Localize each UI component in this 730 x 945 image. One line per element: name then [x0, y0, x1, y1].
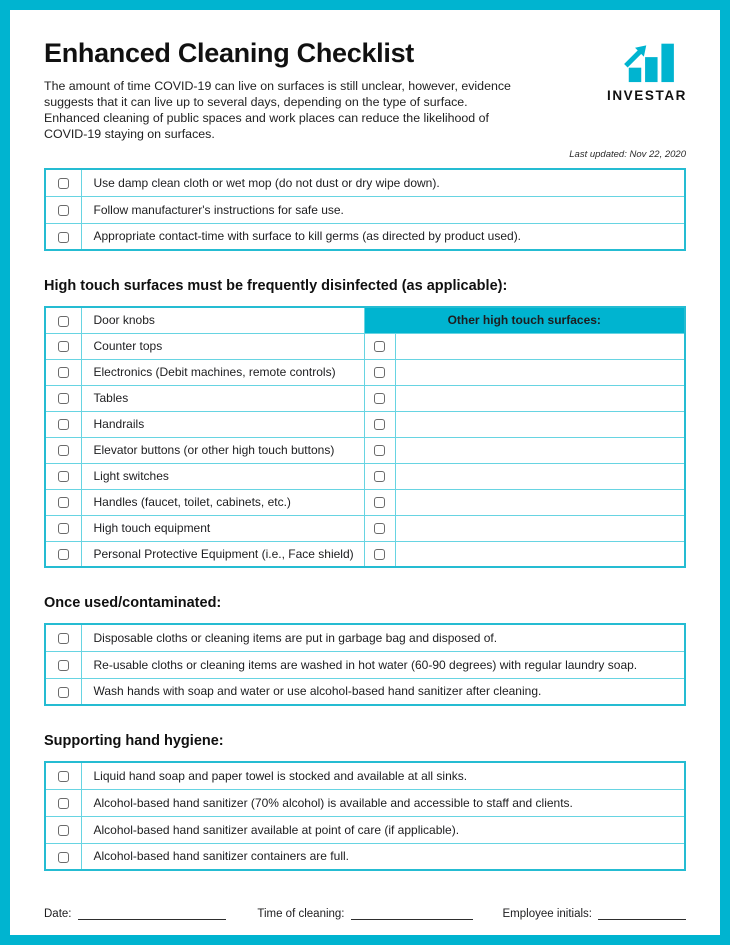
date-group	[44, 907, 226, 920]
checkbox[interactable]	[58, 825, 69, 836]
checklist-item-label: Alcohol-based hand sanitizer available at point of care (if applicable).	[81, 816, 685, 843]
checkbox[interactable]	[58, 367, 69, 378]
table-row	[45, 385, 685, 411]
other-surfaces-header: Other high touch surfaces:	[364, 307, 685, 333]
other-surface-write-in[interactable]	[395, 333, 685, 359]
other-surface-write-in[interactable]	[395, 437, 685, 463]
logo-text: INVESTAR	[606, 88, 688, 103]
checkbox[interactable]	[58, 205, 69, 216]
hand-hygiene-table	[44, 761, 686, 871]
table-row	[45, 843, 685, 870]
bar-chart-arrow-icon	[616, 36, 678, 84]
checkbox[interactable]	[58, 471, 69, 482]
checklist-item-label: Elevator buttons (or other high touch buttons)	[81, 437, 364, 463]
checkbox[interactable]	[374, 341, 385, 352]
checkbox[interactable]	[374, 367, 385, 378]
checkbox[interactable]	[374, 445, 385, 456]
time-group	[257, 907, 472, 920]
checklist-item-label: Alcohol-based hand sanitizer containers are full.	[81, 843, 685, 870]
checkbox[interactable]	[374, 523, 385, 534]
checkbox[interactable]	[58, 523, 69, 534]
other-surface-write-in[interactable]	[395, 489, 685, 515]
section-heading-high-touch: High touch surfaces must be frequently disinfected (as applicable):	[44, 278, 508, 294]
checkbox[interactable]	[58, 852, 69, 863]
checkbox[interactable]	[58, 549, 69, 560]
employee-initials-label: Employee initials:	[502, 908, 592, 920]
time-of-cleaning-label: Time of cleaning:	[257, 908, 345, 920]
checklist-item-label: Follow manufacturer's instructions for safe use.	[81, 196, 685, 223]
once-used-table	[44, 623, 686, 706]
table-row	[45, 489, 685, 515]
employee-initials-line[interactable]	[598, 907, 686, 920]
table-row	[45, 359, 685, 385]
checkbox[interactable]	[374, 419, 385, 430]
last-updated-text: Last updated: Nov 22, 2020	[569, 149, 686, 160]
checkbox[interactable]	[58, 771, 69, 782]
checklist-item-label: Alcohol-based hand sanitizer (70% alcohol) is available and accessible to staff and clients.	[81, 789, 685, 816]
checklist-item-label: Use damp clean cloth or wet mop (do not dust or dry wipe down).	[81, 169, 685, 196]
other-surface-write-in[interactable]	[395, 411, 685, 437]
table-row	[45, 816, 685, 843]
checklist-item-label: Liquid hand soap and paper towel is stocked and available at all sinks.	[81, 762, 685, 789]
investar-logo	[608, 36, 686, 103]
checklist-item-label: Re-usable cloths or cleaning items are washed in hot water (60-90 degrees) with regular laundry soap.	[81, 651, 685, 678]
checklist-item-label: Appropriate contact-time with surface to kill germs (as directed by product used).	[81, 223, 685, 250]
table-row	[45, 789, 685, 816]
table-row	[45, 541, 685, 567]
section-heading-once-used: Once used/contaminated:	[44, 595, 222, 611]
checklist-item-label: Tables	[81, 385, 364, 411]
checklist-item-label: Electronics (Debit machines, remote controls)	[81, 359, 364, 385]
table-row	[45, 169, 685, 196]
other-surface-write-in[interactable]	[395, 359, 685, 385]
checkbox[interactable]	[374, 393, 385, 404]
high-touch-table	[44, 306, 686, 568]
checkbox[interactable]	[58, 341, 69, 352]
checkbox[interactable]	[374, 549, 385, 560]
checklist-item-label: High touch equipment	[81, 515, 364, 541]
other-surface-write-in[interactable]	[395, 385, 685, 411]
checklist-item-label: Disposable cloths or cleaning items are put in garbage bag and disposed of.	[81, 624, 685, 651]
initials-group	[503, 907, 686, 920]
checkbox[interactable]	[58, 178, 69, 189]
checkbox[interactable]	[58, 419, 69, 430]
checklist-item-label: Personal Protective Equipment (i.e., Face shield)	[81, 541, 364, 567]
date-label: Date:	[44, 908, 72, 920]
checklist-item-label: Handles (faucet, toilet, cabinets, etc.)	[81, 489, 364, 515]
intro-paragraph: The amount of time COVID-19 can live on surfaces is still unclear, however, evidence suggests that it can live up to several days, depending on the type of surface. Enhanced cleaning of public spaces and work places can reduce the likelihood of COVID-19 staying on surfaces.	[44, 79, 511, 141]
checkbox[interactable]	[58, 445, 69, 456]
checklist-item-label: Counter tops	[81, 333, 364, 359]
checklist-item-label: Light switches	[81, 463, 364, 489]
checkbox[interactable]	[58, 393, 69, 404]
table-row	[45, 515, 685, 541]
checkbox[interactable]	[58, 633, 69, 644]
table-row	[45, 762, 685, 789]
other-surface-write-in[interactable]	[395, 541, 685, 567]
checklist-item-label: Door knobs	[81, 307, 364, 333]
checklist-document	[10, 10, 720, 935]
checkbox[interactable]	[58, 660, 69, 671]
date-line[interactable]	[78, 907, 226, 920]
checkbox[interactable]	[58, 497, 69, 508]
table-row	[45, 651, 685, 678]
table-row	[45, 463, 685, 489]
table-row	[45, 223, 685, 250]
table-row	[45, 307, 685, 333]
checkbox[interactable]	[58, 798, 69, 809]
table-row	[45, 196, 685, 223]
checkbox[interactable]	[58, 232, 69, 243]
other-surface-write-in[interactable]	[395, 463, 685, 489]
table-row	[45, 624, 685, 651]
section-heading-hand-hygiene: Supporting hand hygiene:	[44, 733, 224, 749]
checklist-item-label: Handrails	[81, 411, 364, 437]
page-title: Enhanced Cleaning Checklist	[44, 38, 414, 68]
table-row	[45, 333, 685, 359]
checklist-item-label: Wash hands with soap and water or use alcohol-based hand sanitizer after cleaning.	[81, 678, 685, 705]
table-row	[45, 437, 685, 463]
checkbox[interactable]	[58, 687, 69, 698]
table-row	[45, 411, 685, 437]
checkbox[interactable]	[374, 471, 385, 482]
table-row	[45, 678, 685, 705]
other-surface-write-in[interactable]	[395, 515, 685, 541]
checkbox[interactable]	[58, 316, 69, 327]
document-header	[44, 38, 686, 142]
checkbox[interactable]	[374, 497, 385, 508]
general-practices-table	[44, 168, 686, 251]
sign-off-row	[44, 907, 686, 920]
time-of-cleaning-line[interactable]	[351, 907, 473, 920]
